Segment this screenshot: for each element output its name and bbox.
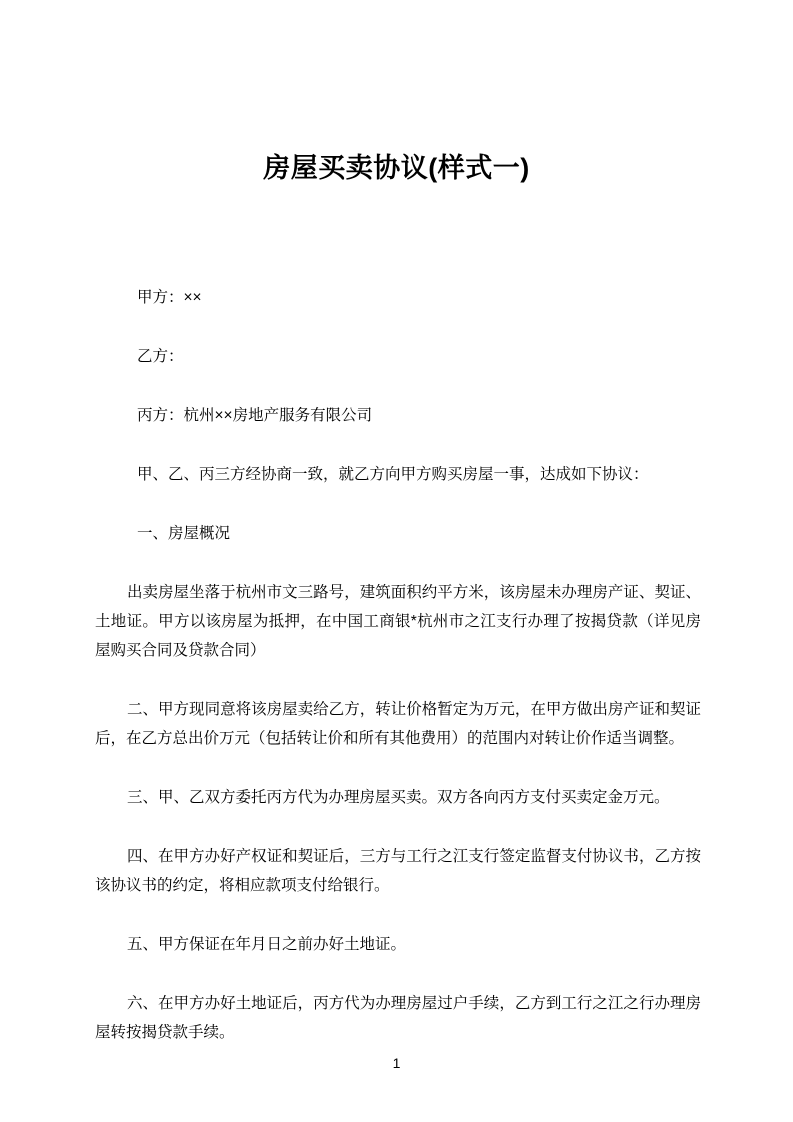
document-body bbox=[95, 283, 701, 1077]
clause-six-transfer: 六、在甲方办好土地证后，丙方代为办理房屋过户手续，乙方到工行之江之行办理房屋转按揭贷款手续。 bbox=[95, 995, 701, 1041]
party-line-jiafang: 甲方：×× bbox=[137, 289, 202, 306]
clause-three-agency: 三、甲、乙双方委托丙方代为办理房屋买卖。双方各向丙方支付买卖定金万元。 bbox=[127, 789, 670, 806]
clause-five-land-certificate: 五、甲方保证在年月日之前办好土地证。 bbox=[127, 936, 407, 953]
clause-property-overview: 出卖房屋坐落于杭州市文三路号，建筑面积约平方米，该房屋未办理房产证、契证、土地证。甲方以该房屋为抵押，在中国工商银*杭州市之江支行办理了按揭贷款（详见房屋购买合同及贷款合同） bbox=[95, 584, 701, 659]
page-number: 1 bbox=[392, 1055, 401, 1071]
page-title: 房屋买卖协议(样式一) bbox=[263, 153, 530, 184]
party-line-bingfang: 丙方：杭州××房地产服务有限公司 bbox=[137, 407, 373, 424]
preamble-text: 甲、乙、丙三方经协商一致，就乙方向甲方购买房屋一事，达成如下协议： bbox=[137, 466, 649, 483]
clause-two-price: 二、甲方现同意将该房屋卖给乙方，转让价格暂定为万元，在甲方做出房产证和契证后，在乙方总出价万元（包括转让价和所有其他费用）的范围内对转让价作适当调整。 bbox=[95, 701, 701, 747]
party-line-yifang: 乙方： bbox=[137, 348, 184, 365]
section-heading-property-overview: 一、房屋概况 bbox=[137, 525, 231, 542]
clause-four-supervised-payment: 四、在甲方办好产权证和契证后，三方与工行之江支行签定监督支付协议书，乙方按该协议书的约定，将相应款项支付给银行。 bbox=[95, 848, 701, 894]
